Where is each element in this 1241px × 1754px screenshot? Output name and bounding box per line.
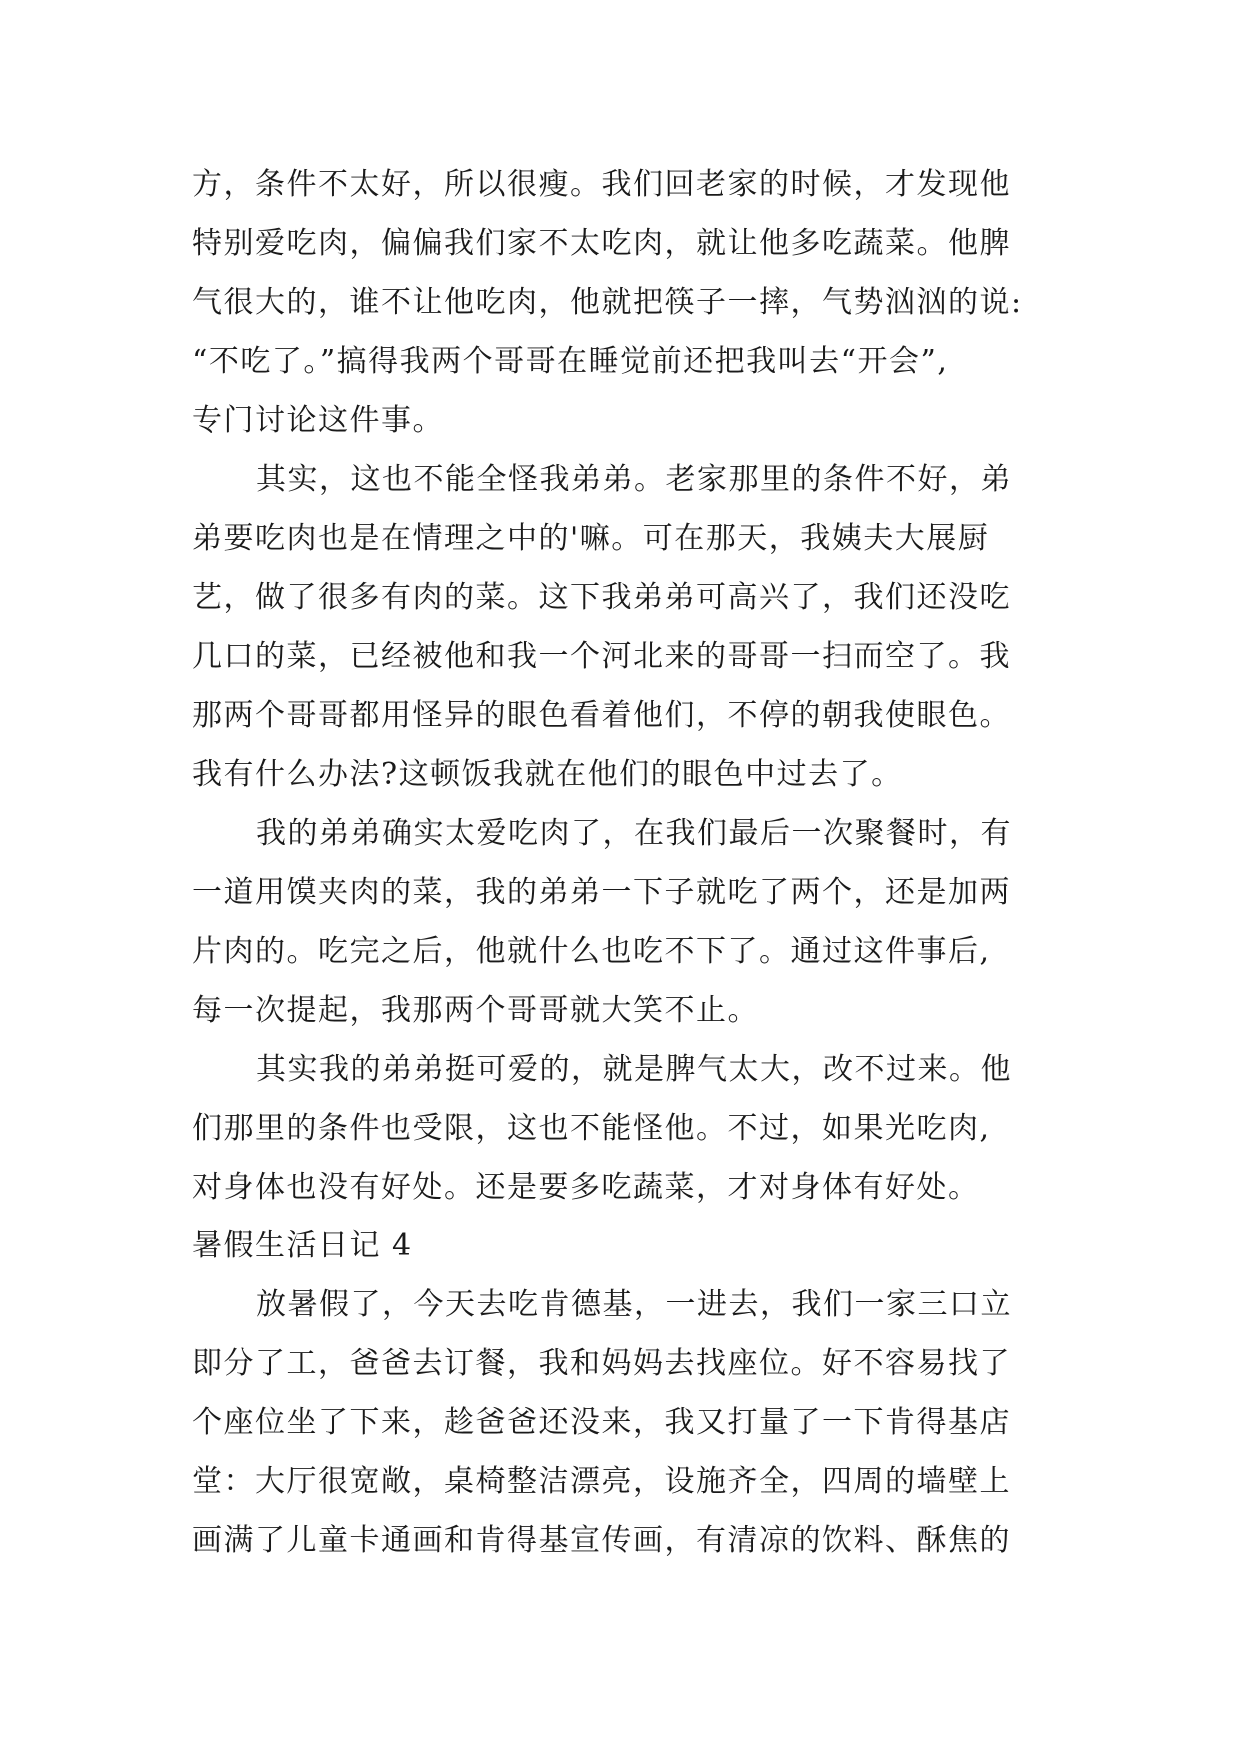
paragraph-start-line: 其实我的弟弟挺可爱的，就是脾气太大，改不过来。他 xyxy=(256,1052,1012,1087)
text-line: 我有什么办法?这顿饭我就在他们的眼色中过去了。 xyxy=(192,757,903,792)
text-line: 堂：大厅很宽敞，桌椅整洁漂亮，设施齐全，四周的墙壁上 xyxy=(192,1464,1011,1499)
text-line: 特别爱吃肉，偏偏我们家不太吃肉，就让他多吃蔬菜。他脾 xyxy=(192,226,1011,261)
paragraph-start-line: 其实，这也不能全怪我弟弟。老家那里的条件不好，弟 xyxy=(256,462,1012,497)
text-line: 弟要吃肉也是在情理之中的'嘛。可在那天，我姨夫大展厨 xyxy=(192,521,990,556)
text-line: 即分了工，爸爸去订餐，我和妈妈去找座位。好不容易找了 xyxy=(192,1346,1011,1381)
text-line: “不吃了。”搞得我两个哥哥在睡觉前还把我叫去“开会”, xyxy=(192,344,949,379)
text-line: 片肉的。吃完之后，他就什么也吃不下了。通过这件事后, xyxy=(192,934,991,969)
paragraph-start-line: 我的弟弟确实太爱吃肉了，在我们最后一次聚餐时，有 xyxy=(256,816,1012,851)
paragraph-start-line: 放暑假了，今天去吃肯德基，一进去，我们一家三口立 xyxy=(256,1287,1012,1322)
text-line: 们那里的条件也受限，这也不能怪他。不过，如果光吃肉, xyxy=(192,1111,991,1146)
text-line: 个座位坐了下来，趁爸爸还没来，我又打量了一下肯得基店 xyxy=(192,1405,1011,1440)
section-heading: 暑假生活日记 4 xyxy=(192,1228,413,1263)
document-body xyxy=(192,155,1072,1570)
text-line: 艺，做了很多有肉的菜。这下我弟弟可高兴了，我们还没吃 xyxy=(192,580,1011,615)
text-line: 对身体也没有好处。还是要多吃蔬菜，才对身体有好处。 xyxy=(192,1170,980,1205)
text-line: 那两个哥哥都用怪异的眼色看着他们，不停的朝我使眼色。 xyxy=(192,698,1011,733)
text-line: 专门讨论这件事。 xyxy=(192,403,444,438)
text-line: 方，条件不太好，所以很瘦。我们回老家的时候，才发现他 xyxy=(192,167,1011,202)
text-line: 画满了儿童卡通画和肯得基宣传画，有清凉的饮料、酥焦的 xyxy=(192,1523,1011,1558)
text-line: 气很大的，谁不让他吃肉，他就把筷子一摔，气势汹汹的说: xyxy=(192,285,1023,320)
text-line: 一道用馍夹肉的菜，我的弟弟一下子就吃了两个，还是加两 xyxy=(192,875,1011,910)
text-line: 每一次提起，我那两个哥哥就大笑不止。 xyxy=(192,993,759,1028)
text-line: 几口的菜，已经被他和我一个河北来的哥哥一扫而空了。我 xyxy=(192,639,1011,674)
